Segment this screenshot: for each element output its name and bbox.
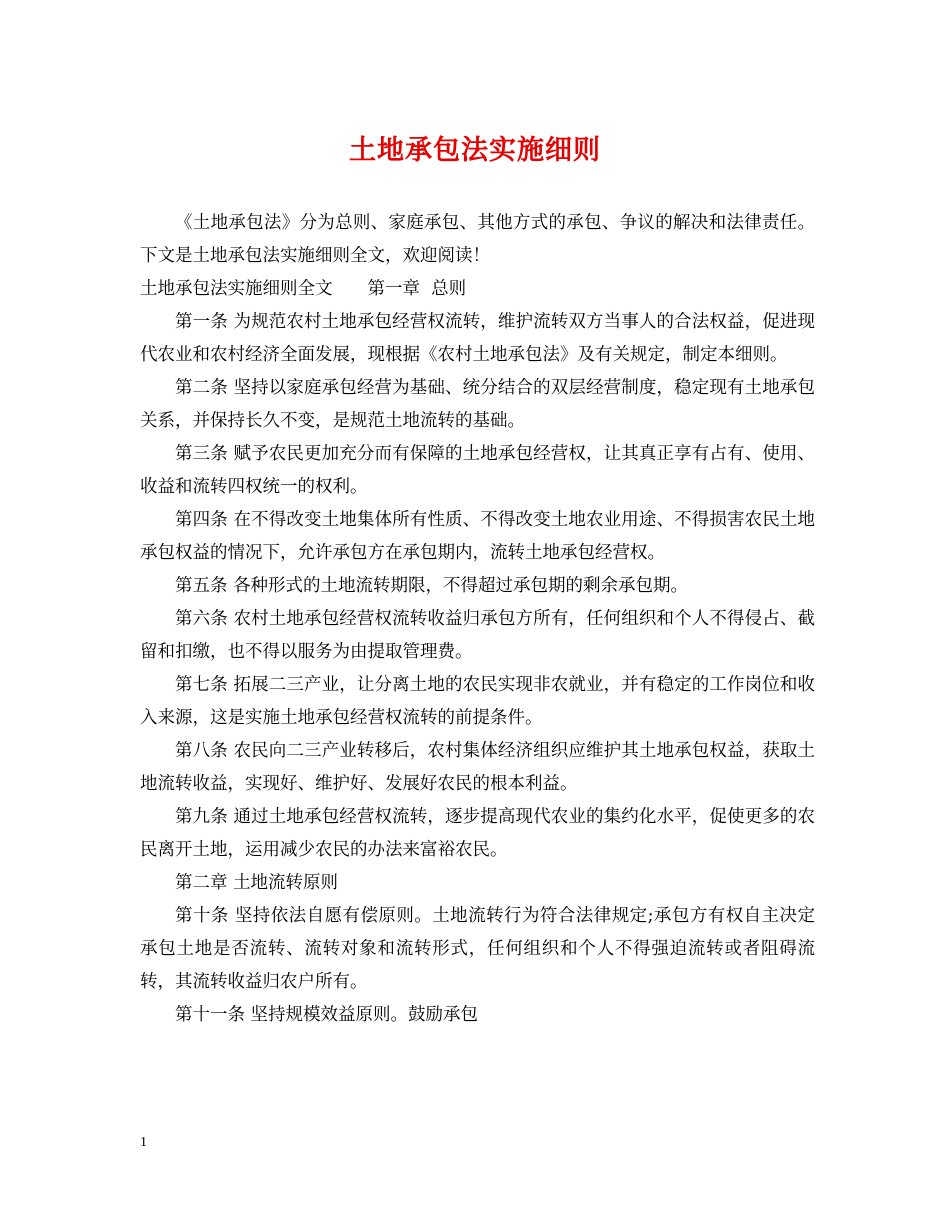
chapter-2-heading: 第二章 土地流转原则 xyxy=(175,873,339,893)
paragraph-article-9: 第九条 通过土地承包经营权流转，逐步提高现代农业的集约化水平，促使更多的农民离开土地，运用减少农民的办法来富裕农民。 xyxy=(140,807,815,860)
page-number: 1 xyxy=(140,1135,147,1150)
paragraph-article-1: 第一条 为规范农村土地承包经营权流转，维护流转双方当事人的合法权益，促进现代农业和农村经济全面发展，现根据《农村土地承包法》及有关规定，制定本细则。 xyxy=(140,312,815,365)
paragraph-article-8: 第八条 农民向二三产业转移后，农村集体经济组织应维护其土地承包权益，获取土地流转收益，实现好、维护好、发展好农民的根本利益。 xyxy=(140,741,815,794)
paragraph: 《土地承包法》分为总则、家庭承包、其他方式的承包、争议的解决和法律责任。下文是土地承包法实施细则全文，欢迎阅读！ xyxy=(140,213,815,266)
paragraph-article-7: 第七条 拓展二三产业，让分离土地的农民实现非农就业，并有稳定的工作岗位和收入来源，这是实施土地承包经营权流转的前提条件。 xyxy=(140,675,815,728)
paragraph-article-6: 第六条 农村土地承包经营权流转收益归承包方所有，任何组织和个人不得侵占、截留和扣缴，也不得以服务为由提取管理费。 xyxy=(140,609,815,662)
paragraph-chapter-heading: 土地承包法实施细则全文 第一章 总则 xyxy=(140,279,467,299)
paragraph-article-3: 第三条 赋予农民更加充分而有保障的土地承包经营权，让其真正享有占有、使用、收益和流转四权统一的权利。 xyxy=(140,444,815,497)
paragraph-article-5: 第五条 各种形式的土地流转期限，不得超过承包期的剩余承包期。 xyxy=(175,576,689,596)
paragraph-article-10: 第十条 坚持依法自愿有偿原则。土地流转行为符合法律规定;承包方有权自主决定承包土地是否流转、流转对象和流转形式，任何组织和个人不得强迫流转或者阻碍流转，其流转收益归农户所有。 xyxy=(140,906,815,992)
document-title: 土地承包法实施细则 xyxy=(349,135,601,166)
paragraph-article-11: 第十一条 坚持规模效益原则。鼓励承包 xyxy=(175,1005,479,1025)
paragraph-article-4: 第四条 在不得改变土地集体所有性质、不得改变土地农业用途、不得损害农民土地承包权益的情况下，允许承包方在承包期内，流转土地承包经营权。 xyxy=(140,510,815,563)
document-body xyxy=(140,207,815,1032)
paragraph-article-2: 第二条 坚持以家庭承包经营为基础、统分结合的双层经营制度，稳定现有土地承包关系，并保持长久不变，是规范土地流转的基础。 xyxy=(140,378,815,431)
